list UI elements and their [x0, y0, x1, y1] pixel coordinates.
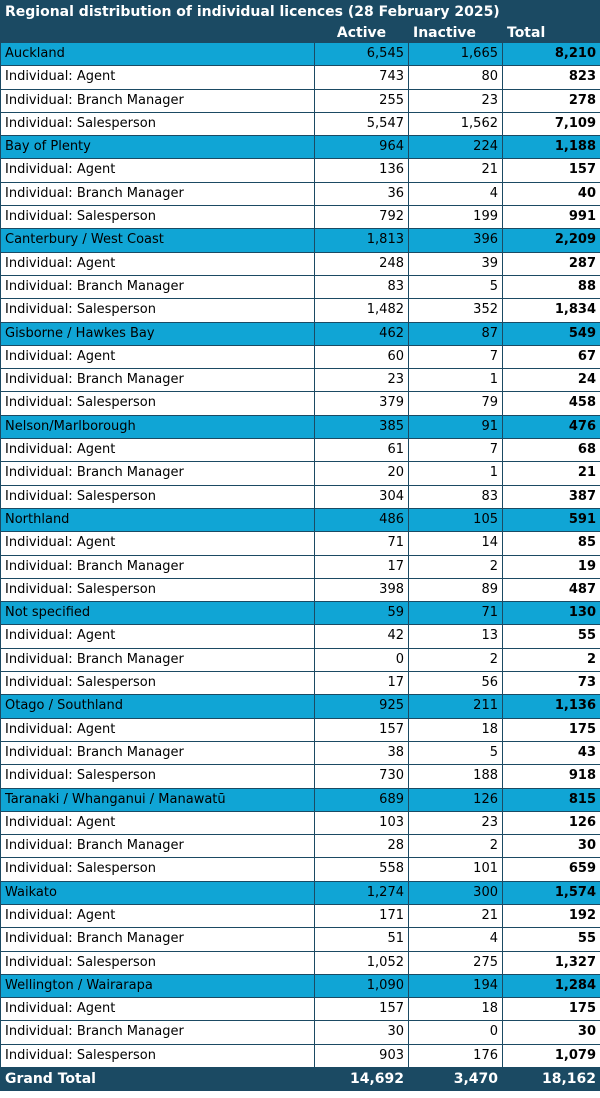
region-row	[1, 43, 600, 66]
active-cell: 83	[315, 275, 409, 298]
inactive-cell: 5	[409, 275, 503, 298]
row-label: Individual: Agent	[1, 345, 315, 368]
active-cell: 743	[315, 66, 409, 89]
row-label: Individual: Salesperson	[1, 112, 315, 135]
inactive-cell: 56	[409, 672, 503, 695]
total-cell: 24	[503, 369, 600, 392]
inactive-cell: 1	[409, 369, 503, 392]
inactive-cell: 87	[409, 322, 503, 345]
inactive-cell: 199	[409, 206, 503, 229]
table-row	[1, 439, 600, 462]
table-row	[1, 275, 600, 298]
active-cell: 36	[315, 182, 409, 205]
total-cell: 21	[503, 462, 600, 485]
region-row	[1, 322, 600, 345]
table-row	[1, 66, 600, 89]
active-cell: 103	[315, 811, 409, 834]
active-cell: 1,090	[315, 974, 409, 997]
row-label: Individual: Salesperson	[1, 206, 315, 229]
table-row	[1, 1044, 600, 1067]
table-title: Regional distribution of individual licences (28 February 2025)	[1, 1, 600, 24]
total-cell: 287	[503, 252, 600, 275]
total-cell: 487	[503, 578, 600, 601]
active-cell: 38	[315, 741, 409, 764]
table-row	[1, 299, 600, 322]
inactive-cell: 5	[409, 741, 503, 764]
row-label: Northland	[1, 508, 315, 531]
table-row	[1, 951, 600, 974]
inactive-cell: 105	[409, 508, 503, 531]
total-cell: 55	[503, 928, 600, 951]
table-row	[1, 369, 600, 392]
active-cell: 398	[315, 578, 409, 601]
table-row	[1, 555, 600, 578]
table-row	[1, 1021, 600, 1044]
column-header-row	[1, 24, 600, 43]
inactive-cell: 14	[409, 532, 503, 555]
row-label: Individual: Agent	[1, 718, 315, 741]
inactive-cell: 188	[409, 765, 503, 788]
inactive-cell: 176	[409, 1044, 503, 1067]
total-cell: 175	[503, 998, 600, 1021]
active-cell: 689	[315, 788, 409, 811]
region-row	[1, 974, 600, 997]
table-row	[1, 578, 600, 601]
inactive-cell: 352	[409, 299, 503, 322]
total-cell: 157	[503, 159, 600, 182]
row-label: Individual: Agent	[1, 811, 315, 834]
table-row	[1, 765, 600, 788]
total-cell: 1,284	[503, 974, 600, 997]
total-cell: 2,209	[503, 229, 600, 252]
active-cell: 964	[315, 136, 409, 159]
row-label: Individual: Agent	[1, 66, 315, 89]
total-cell: 130	[503, 602, 600, 625]
table-row	[1, 835, 600, 858]
inactive-cell: 83	[409, 485, 503, 508]
grand-total-row	[1, 1068, 600, 1091]
grand-total-inactive: 3,470	[409, 1068, 503, 1091]
row-label: Individual: Salesperson	[1, 951, 315, 974]
active-cell: 248	[315, 252, 409, 275]
total-cell: 1,188	[503, 136, 600, 159]
table-row	[1, 904, 600, 927]
table-row	[1, 998, 600, 1021]
table-row	[1, 252, 600, 275]
total-cell: 30	[503, 835, 600, 858]
total-cell: 8,210	[503, 43, 600, 66]
active-cell: 5,547	[315, 112, 409, 135]
table-row	[1, 928, 600, 951]
region-row	[1, 508, 600, 531]
active-cell: 17	[315, 555, 409, 578]
active-cell: 61	[315, 439, 409, 462]
row-label: Auckland	[1, 43, 315, 66]
total-cell: 1,574	[503, 881, 600, 904]
inactive-cell: 89	[409, 578, 503, 601]
table-row	[1, 648, 600, 671]
column-header-label	[1, 24, 315, 43]
row-label: Individual: Agent	[1, 439, 315, 462]
active-cell: 925	[315, 695, 409, 718]
active-cell: 1,052	[315, 951, 409, 974]
total-cell: 68	[503, 439, 600, 462]
total-cell: 73	[503, 672, 600, 695]
row-label: Waikato	[1, 881, 315, 904]
total-cell: 7,109	[503, 112, 600, 135]
total-cell: 43	[503, 741, 600, 764]
inactive-cell: 211	[409, 695, 503, 718]
active-cell: 71	[315, 532, 409, 555]
active-cell: 255	[315, 89, 409, 112]
table-row	[1, 159, 600, 182]
region-row	[1, 136, 600, 159]
region-row	[1, 788, 600, 811]
inactive-cell: 1,665	[409, 43, 503, 66]
inactive-cell: 224	[409, 136, 503, 159]
total-cell: 19	[503, 555, 600, 578]
total-cell: 991	[503, 206, 600, 229]
grand-total-label: Grand Total	[1, 1068, 315, 1091]
inactive-cell: 21	[409, 904, 503, 927]
row-label: Individual: Agent	[1, 252, 315, 275]
row-label: Canterbury / West Coast	[1, 229, 315, 252]
row-label: Individual: Salesperson	[1, 858, 315, 881]
row-label: Individual: Branch Manager	[1, 369, 315, 392]
inactive-cell: 2	[409, 555, 503, 578]
active-cell: 1,482	[315, 299, 409, 322]
total-cell: 1,327	[503, 951, 600, 974]
active-cell: 157	[315, 998, 409, 1021]
active-cell: 157	[315, 718, 409, 741]
total-cell: 918	[503, 765, 600, 788]
region-row	[1, 881, 600, 904]
table-row	[1, 532, 600, 555]
table-row	[1, 206, 600, 229]
row-label: Individual: Salesperson	[1, 392, 315, 415]
row-label: Otago / Southland	[1, 695, 315, 718]
active-cell: 42	[315, 625, 409, 648]
total-cell: 278	[503, 89, 600, 112]
row-label: Individual: Agent	[1, 532, 315, 555]
active-cell: 59	[315, 602, 409, 625]
inactive-cell: 2	[409, 835, 503, 858]
table-row	[1, 485, 600, 508]
table-row	[1, 741, 600, 764]
table-row	[1, 672, 600, 695]
row-label: Individual: Agent	[1, 625, 315, 648]
active-cell: 385	[315, 415, 409, 438]
total-cell: 175	[503, 718, 600, 741]
inactive-cell: 91	[409, 415, 503, 438]
total-cell: 55	[503, 625, 600, 648]
active-cell: 1,274	[315, 881, 409, 904]
row-label: Individual: Salesperson	[1, 1044, 315, 1067]
inactive-cell: 79	[409, 392, 503, 415]
inactive-cell: 300	[409, 881, 503, 904]
row-label: Individual: Branch Manager	[1, 89, 315, 112]
active-cell: 51	[315, 928, 409, 951]
active-cell: 30	[315, 1021, 409, 1044]
total-cell: 40	[503, 182, 600, 205]
row-label: Individual: Agent	[1, 159, 315, 182]
total-cell: 815	[503, 788, 600, 811]
active-cell: 486	[315, 508, 409, 531]
inactive-cell: 194	[409, 974, 503, 997]
active-cell: 304	[315, 485, 409, 508]
active-cell: 379	[315, 392, 409, 415]
row-label: Individual: Branch Manager	[1, 835, 315, 858]
total-cell: 659	[503, 858, 600, 881]
row-label: Taranaki / Whanganui / Manawatū	[1, 788, 315, 811]
region-row	[1, 695, 600, 718]
region-row	[1, 602, 600, 625]
row-label: Individual: Branch Manager	[1, 275, 315, 298]
row-label: Wellington / Wairarapa	[1, 974, 315, 997]
table-row	[1, 392, 600, 415]
active-cell: 6,545	[315, 43, 409, 66]
inactive-cell: 80	[409, 66, 503, 89]
row-label: Individual: Salesperson	[1, 672, 315, 695]
row-label: Bay of Plenty	[1, 136, 315, 159]
table-body	[1, 43, 600, 1068]
table-row	[1, 718, 600, 741]
table-row	[1, 858, 600, 881]
row-label: Individual: Agent	[1, 998, 315, 1021]
row-label: Gisborne / Hawkes Bay	[1, 322, 315, 345]
active-cell: 792	[315, 206, 409, 229]
inactive-cell: 101	[409, 858, 503, 881]
total-cell: 88	[503, 275, 600, 298]
table-row	[1, 182, 600, 205]
inactive-cell: 23	[409, 811, 503, 834]
total-cell: 823	[503, 66, 600, 89]
row-label: Nelson/Marlborough	[1, 415, 315, 438]
row-label: Individual: Salesperson	[1, 578, 315, 601]
row-label: Individual: Branch Manager	[1, 462, 315, 485]
active-cell: 20	[315, 462, 409, 485]
total-cell: 85	[503, 532, 600, 555]
total-cell: 192	[503, 904, 600, 927]
inactive-cell: 21	[409, 159, 503, 182]
table-row	[1, 112, 600, 135]
inactive-cell: 1	[409, 462, 503, 485]
active-cell: 60	[315, 345, 409, 368]
column-header-total: Total	[503, 24, 600, 43]
column-header-inactive: Inactive	[409, 24, 503, 43]
total-cell: 2	[503, 648, 600, 671]
active-cell: 23	[315, 369, 409, 392]
grand-total-active: 14,692	[315, 1068, 409, 1091]
inactive-cell: 0	[409, 1021, 503, 1044]
column-header-active: Active	[315, 24, 409, 43]
region-row	[1, 229, 600, 252]
total-cell: 126	[503, 811, 600, 834]
inactive-cell: 71	[409, 602, 503, 625]
inactive-cell: 39	[409, 252, 503, 275]
inactive-cell: 7	[409, 345, 503, 368]
total-cell: 591	[503, 508, 600, 531]
inactive-cell: 275	[409, 951, 503, 974]
active-cell: 136	[315, 159, 409, 182]
inactive-cell: 1,562	[409, 112, 503, 135]
total-cell: 1,079	[503, 1044, 600, 1067]
row-label: Individual: Branch Manager	[1, 648, 315, 671]
active-cell: 903	[315, 1044, 409, 1067]
row-label: Individual: Branch Manager	[1, 1021, 315, 1044]
inactive-cell: 4	[409, 928, 503, 951]
table-row	[1, 89, 600, 112]
total-cell: 476	[503, 415, 600, 438]
active-cell: 1,813	[315, 229, 409, 252]
grand-total-total: 18,162	[503, 1068, 600, 1091]
row-label: Individual: Salesperson	[1, 299, 315, 322]
active-cell: 171	[315, 904, 409, 927]
total-cell: 1,136	[503, 695, 600, 718]
row-label: Individual: Salesperson	[1, 765, 315, 788]
table-row	[1, 625, 600, 648]
active-cell: 0	[315, 648, 409, 671]
row-label: Individual: Branch Manager	[1, 741, 315, 764]
active-cell: 28	[315, 835, 409, 858]
total-cell: 458	[503, 392, 600, 415]
row-label: Individual: Salesperson	[1, 485, 315, 508]
title-row	[1, 1, 600, 24]
inactive-cell: 396	[409, 229, 503, 252]
row-label: Individual: Branch Manager	[1, 555, 315, 578]
inactive-cell: 7	[409, 439, 503, 462]
inactive-cell: 13	[409, 625, 503, 648]
inactive-cell: 126	[409, 788, 503, 811]
active-cell: 730	[315, 765, 409, 788]
inactive-cell: 18	[409, 998, 503, 1021]
inactive-cell: 23	[409, 89, 503, 112]
total-cell: 30	[503, 1021, 600, 1044]
row-label: Not specified	[1, 602, 315, 625]
total-cell: 67	[503, 345, 600, 368]
row-label: Individual: Branch Manager	[1, 182, 315, 205]
inactive-cell: 2	[409, 648, 503, 671]
total-cell: 1,834	[503, 299, 600, 322]
region-row	[1, 415, 600, 438]
row-label: Individual: Branch Manager	[1, 928, 315, 951]
row-label: Individual: Agent	[1, 904, 315, 927]
table-row	[1, 345, 600, 368]
table-row	[1, 811, 600, 834]
active-cell: 558	[315, 858, 409, 881]
active-cell: 17	[315, 672, 409, 695]
total-cell: 549	[503, 322, 600, 345]
table-row	[1, 462, 600, 485]
active-cell: 462	[315, 322, 409, 345]
inactive-cell: 4	[409, 182, 503, 205]
total-cell: 387	[503, 485, 600, 508]
inactive-cell: 18	[409, 718, 503, 741]
